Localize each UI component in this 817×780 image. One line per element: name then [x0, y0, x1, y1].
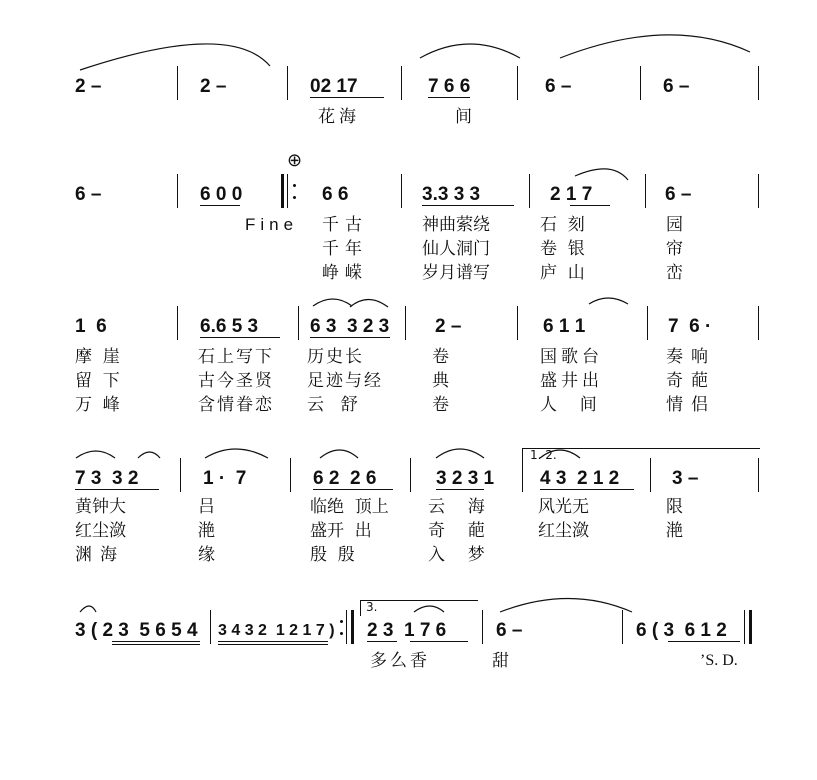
slur-arc — [560, 35, 750, 58]
lyric: 红尘潋 — [538, 521, 589, 541]
lyric: 国歌台 — [540, 347, 603, 367]
lyric: 石上写下 — [198, 347, 274, 367]
lyric: 甜 — [492, 651, 509, 671]
barline — [401, 66, 402, 100]
lyric: 千古 — [322, 215, 368, 235]
volta-1-2: 1. 2. — [530, 448, 557, 462]
barline — [529, 174, 530, 208]
barline — [517, 306, 518, 340]
measure-12: 6 – — [665, 184, 692, 205]
measure-18: 7 6 · — [668, 316, 712, 337]
barline — [298, 306, 299, 340]
lyric: 缘 — [198, 545, 215, 565]
lyric: 人 间 — [540, 395, 601, 415]
measure-11: 2 1 7 — [550, 184, 593, 205]
underline — [422, 205, 514, 206]
barline — [177, 306, 178, 340]
underline — [112, 644, 200, 645]
measure-17: 6 1 1 — [543, 316, 586, 337]
lyric: 入 梦 — [428, 545, 489, 565]
lyric: 古今圣贤 — [198, 371, 274, 391]
measure-28: 6 – — [496, 620, 523, 641]
slur-arc — [589, 298, 628, 304]
underline — [428, 97, 470, 98]
underline — [200, 337, 280, 338]
volta-bracket — [360, 600, 478, 601]
barline — [758, 174, 759, 208]
slur-arc — [320, 450, 358, 458]
barline — [177, 174, 178, 208]
lyric: 云 舒 — [307, 395, 360, 415]
volta-bracket — [522, 448, 760, 449]
lyric: 石 刻 — [540, 215, 585, 235]
lyric: 限 — [666, 497, 683, 517]
slur-arc — [76, 451, 115, 458]
lyric: 红尘潋 — [75, 521, 126, 541]
slur-arc — [313, 299, 352, 306]
measure-8: 6 0 0 — [200, 184, 243, 205]
measure-2: 2 – — [200, 76, 227, 97]
lyric: 黄钟大 — [75, 497, 126, 517]
measure-19: 7 3 3 2 — [75, 468, 139, 489]
lyric: 奏响 — [666, 347, 716, 367]
barline — [744, 610, 745, 644]
measure-29: 6 ( 3 6 1 2 — [636, 620, 727, 641]
lyric: 典 — [432, 371, 449, 391]
slur-arc — [414, 606, 444, 612]
lyric: 奇 葩 — [428, 521, 489, 541]
underline — [310, 97, 384, 98]
lyric: 盛开 出 — [310, 521, 372, 541]
barline — [758, 458, 759, 492]
barline — [346, 610, 347, 644]
measure-14: 6.6 5 3 — [200, 316, 259, 337]
lyric: 历史长 — [307, 347, 364, 367]
barline — [482, 610, 483, 644]
measure-22: 3 2 3 1 — [436, 468, 495, 489]
measure-9: 6 6 — [322, 184, 349, 205]
measure-4: 7 6 6 — [428, 76, 471, 97]
lyric: 园 — [666, 215, 683, 235]
barline — [410, 458, 411, 492]
lyric: 摩 崖 — [75, 347, 120, 367]
barline — [517, 66, 518, 100]
measure-3: 02 17 — [310, 76, 358, 97]
lyric: 含情眷恋 — [198, 395, 274, 415]
barline — [401, 174, 402, 208]
underline — [313, 489, 393, 490]
barline — [622, 610, 623, 644]
lyric: 多么香 — [370, 651, 430, 671]
lyric: 足迹与经 — [307, 371, 383, 391]
lyric: 峦 — [666, 263, 683, 283]
lyric: 奇葩 — [666, 371, 716, 391]
lyric: 盛井出 — [540, 371, 603, 391]
lyric: 卷 — [432, 395, 449, 415]
measure-6: 6 – — [663, 76, 690, 97]
underline — [75, 489, 159, 490]
barline — [210, 610, 211, 644]
measure-16: 2 – — [435, 316, 462, 337]
measure-24: 3 – — [672, 468, 699, 489]
lyric: 殷 殷 — [310, 545, 355, 565]
underline — [410, 641, 468, 642]
lyric: 情侣 — [666, 395, 716, 415]
lyric: 留 下 — [75, 371, 120, 391]
measure-13: 1 6 — [75, 316, 107, 337]
barline — [180, 458, 181, 492]
barline — [645, 174, 646, 208]
measure-20: 1 · 7 — [203, 468, 247, 489]
volta-3: 3. — [366, 600, 378, 614]
repeat-dot — [340, 632, 343, 635]
underline — [367, 641, 397, 642]
lyric: 卷 银 — [540, 239, 585, 259]
underline — [668, 641, 740, 642]
lyric: 神曲萦绕 — [422, 215, 490, 235]
measure-15: 6 3 3 2 3 — [310, 316, 390, 337]
slur-arc — [500, 599, 632, 613]
slur-arc — [80, 44, 270, 70]
underline — [200, 205, 240, 206]
barline — [650, 458, 651, 492]
underline — [570, 205, 610, 206]
barline — [640, 66, 641, 100]
underline — [218, 641, 328, 642]
lyric: 滟 — [198, 521, 215, 541]
measure-21: 6 2 2 6 — [313, 468, 377, 489]
slur-arc — [575, 169, 628, 180]
measure-23: 4 3 2 1 2 — [540, 468, 620, 489]
underline — [112, 641, 200, 642]
barline — [287, 66, 288, 100]
barline — [758, 66, 759, 100]
fine-mark: Fine — [245, 215, 299, 234]
repeat-dot — [293, 196, 296, 199]
coda-sign-icon: ⊕ — [287, 150, 303, 171]
lyric: 峥嵘 — [322, 263, 368, 283]
measure-7: 6 – — [75, 184, 102, 205]
lyric: 吕 — [198, 497, 215, 517]
lyric: 庐 山 — [540, 263, 585, 283]
lyric: 滟 — [666, 521, 683, 541]
lyric: 云 海 — [428, 497, 489, 517]
measure-27: 2 3 1 7 6 — [367, 620, 447, 641]
lyric: 岁月谱写 — [422, 263, 490, 283]
slur-arc — [350, 300, 388, 308]
barline — [405, 306, 406, 340]
lyric: 卷 — [432, 347, 449, 367]
slur-arc — [436, 449, 484, 458]
barline — [647, 306, 648, 340]
repeat-dot — [340, 620, 343, 623]
measure-26: 3 4 3 2 1 2 1 7 ) — [218, 622, 335, 639]
dal-segno-mark: ’S. D. — [700, 652, 738, 669]
underline — [310, 337, 390, 338]
barline — [290, 458, 291, 492]
slur-arc — [80, 606, 96, 612]
measure-10: 3.3 3 3 — [422, 184, 481, 205]
lyric: 风光无 — [538, 497, 589, 517]
lyric: 渊海 — [75, 545, 125, 565]
underline — [218, 644, 328, 645]
barline — [177, 66, 178, 100]
lyric: 间 — [455, 107, 472, 127]
barline — [758, 306, 759, 340]
measure-5: 6 – — [545, 76, 572, 97]
lyric: 花海 — [318, 107, 360, 127]
measure-1: 2 – — [75, 76, 102, 97]
underline — [540, 489, 634, 490]
lyric: 仙人洞门 — [422, 239, 490, 259]
slur-arc — [205, 449, 268, 458]
lyric: 帘 — [666, 239, 683, 259]
repeat-barline — [351, 610, 354, 644]
barline — [287, 174, 288, 208]
slur-arc — [138, 452, 160, 458]
final-barline — [749, 610, 752, 644]
lyric: 千年 — [322, 239, 368, 259]
repeat-barline — [281, 174, 284, 208]
slur-arc — [420, 44, 520, 58]
barline — [522, 458, 523, 492]
lyric: 临绝 顶上 — [310, 497, 389, 517]
underline — [436, 489, 484, 490]
repeat-dot — [293, 184, 296, 187]
lyric: 万 峰 — [75, 395, 120, 415]
measure-25: 3 ( 2 3 5 6 5 4 — [75, 620, 198, 641]
volta-bracket-edge — [360, 600, 361, 616]
